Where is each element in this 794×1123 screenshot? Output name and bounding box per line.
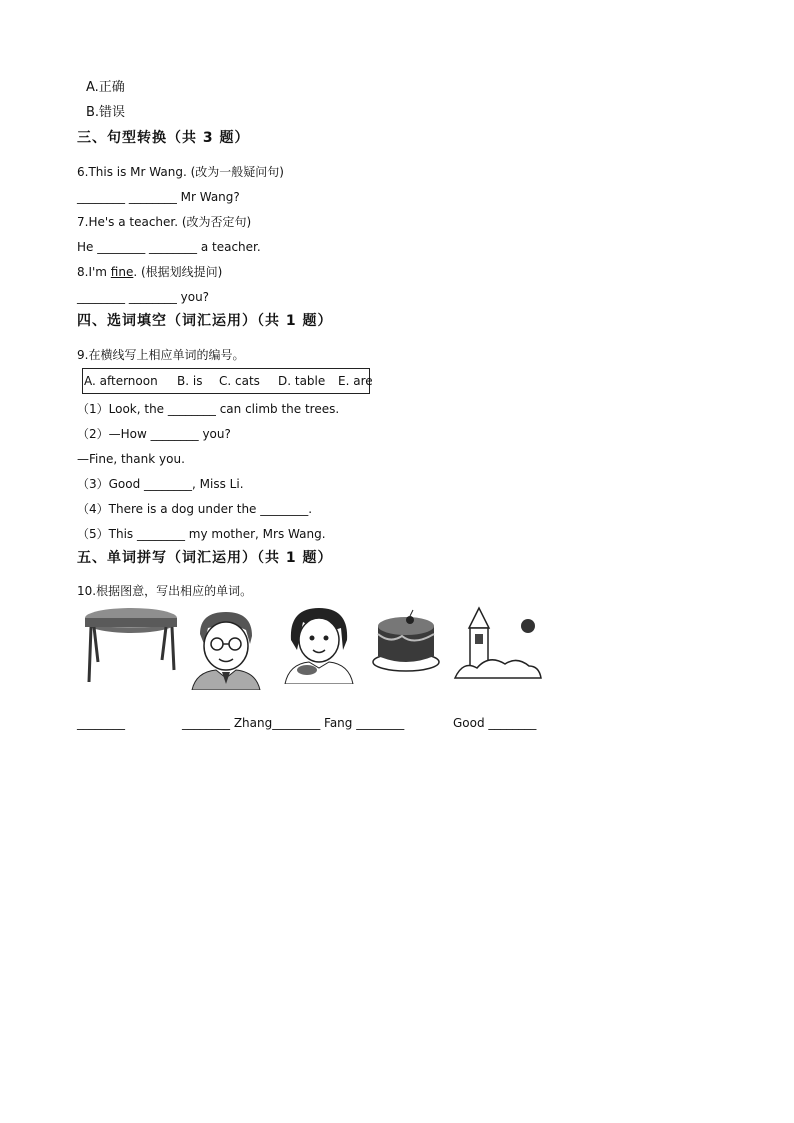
word-bank-item: E. are <box>338 374 373 388</box>
q9-item: （5）This ________ my mother, Mrs Wang. <box>77 527 326 541</box>
q9-item: （3）Good ________, Miss Li. <box>77 477 244 491</box>
q6-answer: ________ ________ Mr Wang? <box>77 190 240 204</box>
q9-item: （4）There is a dog under the ________. <box>77 502 313 516</box>
word-bank-item: C. cats <box>219 374 260 388</box>
q9-item: （1）Look, the ________ can climb the trees. <box>77 402 340 416</box>
section-5-heading: 五、单词拼写（词汇运用）（共 1 题） <box>77 550 333 566</box>
section-4-heading: 四、选词填空（词汇运用）（共 1 题） <box>77 313 333 329</box>
word-bank-box <box>82 368 373 394</box>
cake-picture <box>370 604 442 674</box>
q8-underlined-word: fine <box>110 265 134 279</box>
table-picture <box>82 604 180 686</box>
q8-prompt-after: . (根据划线提问) <box>133 265 223 279</box>
q7-prompt: 7.He's a teacher. (改为否定句) <box>77 215 252 229</box>
man-with-glasses-picture <box>186 604 266 690</box>
q9-prompt: 9.在横线写上相应单词的编号。 <box>77 348 245 362</box>
word-bank-item: A. afternoon <box>84 374 158 388</box>
tower-and-sun-picture <box>453 604 543 682</box>
q8-answer: ________ ________ you? <box>77 290 210 304</box>
q10-answer-2: ________ Zhang________ Fang ________ <box>182 716 405 730</box>
girl-picture <box>283 604 355 684</box>
q7-answer: He ________ ________ a teacher. <box>77 240 261 254</box>
q9-item: （2）—How ________ you? <box>77 427 231 441</box>
word-bank-item: B. is <box>177 374 203 388</box>
section-3-heading: 三、句型转换（共 3 题） <box>77 130 250 146</box>
option-a: A.正确 <box>86 80 125 95</box>
q10-answer-1: ________ <box>77 716 125 730</box>
q9-item: —Fine, thank you. <box>77 452 185 466</box>
q8-prompt <box>77 264 222 280</box>
q10-prompt: 10.根据图意，写出相应的单词。 <box>77 584 253 598</box>
q10-answer-3: Good ________ <box>453 716 537 730</box>
q6-prompt: 6.This is Mr Wang. (改为一般疑问句) <box>77 165 284 179</box>
word-bank-item: D. table <box>278 374 326 388</box>
option-b: B.错误 <box>86 105 126 120</box>
q8-prompt-before: 8.I'm <box>77 265 111 279</box>
